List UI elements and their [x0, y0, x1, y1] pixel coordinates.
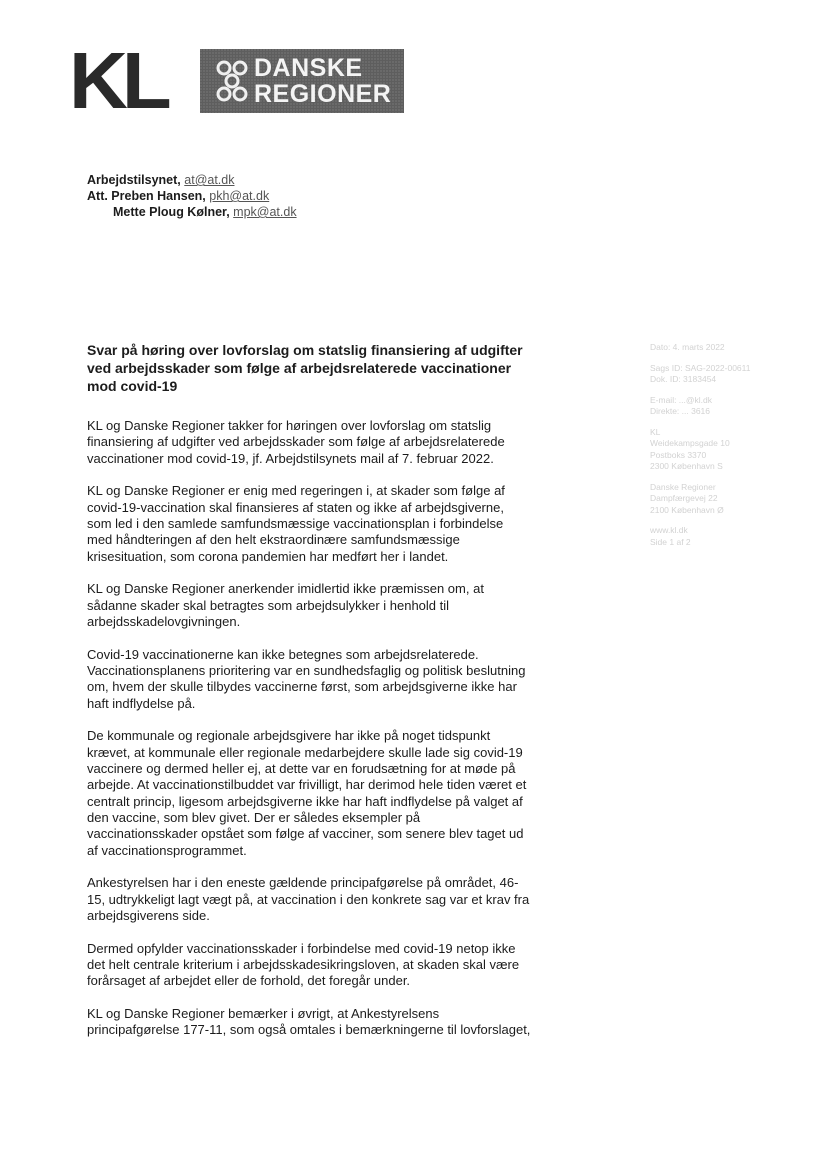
recipient-email-link[interactable]: at@at.dk [184, 173, 235, 187]
danske-regioner-emblem-icon [214, 59, 250, 103]
body-paragraph: Dermed opfylder vaccinationsskader i forbindelse med covid-19 netop ikke det helt centrale kriterium i arbejdsskadesikringsloven, at skaden skal være forårsaget af arbejdet eller de forhold, det foregår under. [87, 940, 520, 989]
sidebar-date-group [650, 342, 780, 354]
body-paragraph: KL og Danske Regioner takker for høringen over lovforslag om statslig finansiering af udgifter ved arbejdsskader som følge af arbejdsrelaterede vaccinationer mod covid-19, jf. Arbejdstilsynets mail af 7. februar 2022. [87, 418, 505, 466]
sidebar-line: Side 1 af 2 [650, 536, 691, 547]
sidebar-line: Danske Regioner [650, 481, 716, 492]
sidebar-line: 2100 København Ø [650, 504, 724, 515]
recipient-email-link[interactable]: pkh@at.dk [209, 189, 270, 203]
sidebar-dr-address-group [650, 482, 780, 517]
document-body [87, 418, 532, 1055]
recipient-row [87, 188, 297, 204]
sidebar-line: 2300 København S [650, 461, 723, 471]
recipient-name: Att. Preben Hansen, [87, 189, 206, 203]
sidebar-line: www.kl.dk [650, 525, 688, 535]
recipient-row [87, 172, 297, 188]
recipient-row [87, 204, 297, 220]
sidebar-line: Postboks 3370 [650, 449, 707, 460]
body-paragraph: KL og Danske Regioner bemærker i øvrigt, at Ankestyrelsens principafgørelse 177-11, som også omtales i bemærkningerne til lovforslaget, [87, 1006, 531, 1038]
sidebar-line: Sags ID: SAG-2022-00611 [650, 362, 751, 373]
body-paragraph: KL og Danske Regioner er enig med regeringen i, at skader som følge af covid-19-vaccination skal finansieres af staten og ikke af arbejdsgiverne, som led i den samlede samfundsmæssige vaccinationsplan i forbindelse med håndteringen af den helt ekstraordinære samfundsmæssige krisesituation, som corona pandemien har medført her i landet. [87, 483, 505, 564]
body-paragraph: De kommunale og regionale arbejdsgivere har ikke på noget tidspunkt krævet, at kommunale eller regionale medarbejdere skulle lade sig covid-19 vaccinere og dermed heller ej, at dette var en forudsætning for at møde på arbejde. At vaccinationstilbuddet var frivilligt, har derimod hele tiden været et centralt princip, ligesom arbejdsgiverne ikke har haft indflydelse på valget af den vaccine, som blev givet. Der er således eksempler på vaccinationsskader opstået som følge af vacciner, som senere blev taget ud af vaccinationsprogrammet. [87, 728, 527, 858]
sidebar-metadata [650, 342, 780, 557]
sidebar-line: KL [650, 426, 661, 437]
sidebar-line: Dampfærgevej 22 [650, 493, 718, 503]
danske-regioner-logo [200, 49, 404, 113]
sidebar-line: Direkte: ... 3616 [650, 406, 711, 416]
sidebar-line: Dok. ID: 3183454 [650, 374, 717, 384]
danske-regioner-logo-line2: REGIONER [254, 80, 392, 108]
body-paragraph: KL og Danske Regioner anerkender imidlertid ikke præmissen om, at sådanne skader skal betragtes som arbejdsulykker i henhold til arbejdsskadelovgivningen. [87, 581, 484, 629]
sidebar-line: E-mail: ...@kl.dk [650, 394, 712, 405]
sidebar-contact-group [650, 395, 780, 418]
sidebar-kl-address-group [650, 427, 780, 473]
sidebar-case-group [650, 363, 780, 386]
sidebar-line: Dato: 4. marts 2022 [650, 342, 725, 352]
recipient-name: Mette Ploug Kølner, [113, 205, 230, 219]
recipient-email-link[interactable]: mpk@at.dk [233, 205, 297, 219]
sidebar-line: Weidekampsgade 10 [650, 438, 730, 448]
body-paragraph: Covid-19 vaccinationerne kan ikke betegnes som arbejdsrelaterede. Vaccinationsplanens prioritering var en sundhedsfaglig og politisk beslutning om, hvem der skulle tilbydes vaccinerne først, som arbejdsgiverne ikke har haft indflydelse på. [87, 646, 526, 711]
document-title: Svar på høring over lovforslag om statslig finansiering af udgifter ved arbejdsskader som følge af arbejdsrelaterede vaccinationer mod covid-19 [87, 342, 523, 394]
kl-logo: KL [69, 36, 166, 125]
recipient-block [87, 172, 297, 220]
sidebar-page-group [650, 525, 780, 548]
body-paragraph: Ankestyrelsen har i den eneste gældende principafgørelse på området, 46-15, udtrykkeligt lagt vægt på, at vaccination i den konkrete sag var et krav fra arbejdsgiverens side. [87, 875, 530, 923]
recipient-name: Arbejdstilsynet, [87, 173, 181, 187]
danske-regioner-logo-line1: DANSKE [254, 54, 363, 82]
